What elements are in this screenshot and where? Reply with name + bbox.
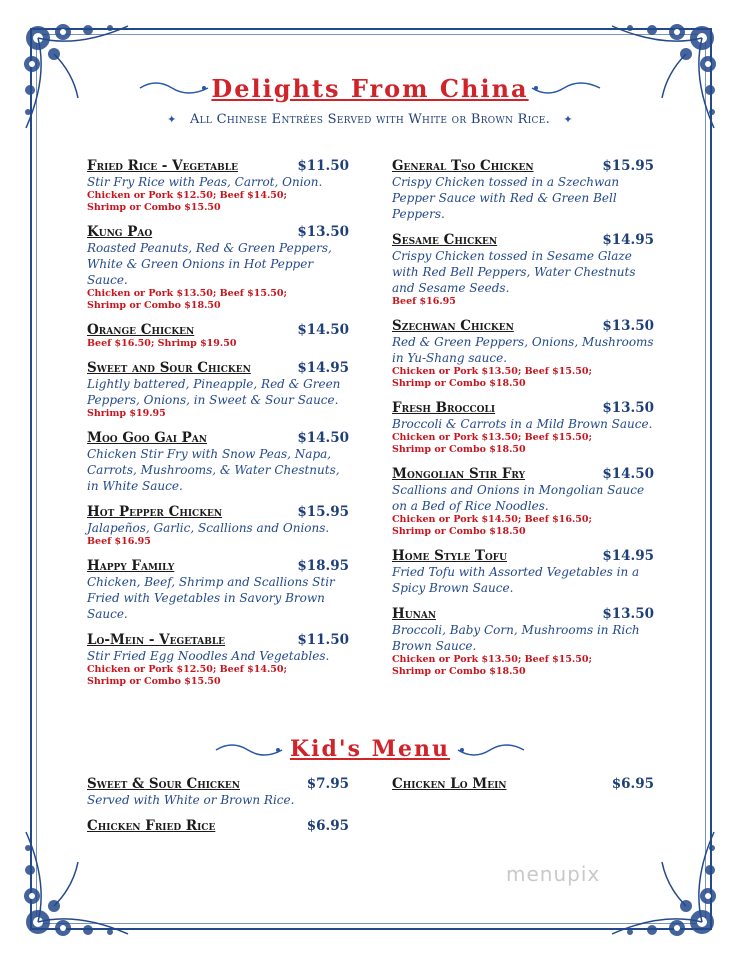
menu-item [392, 318, 654, 390]
menu-item-header [392, 318, 654, 334]
menu-item-protein-option: Beef $16.95 [87, 536, 151, 547]
menu-item-header [87, 776, 349, 792]
menu-item-header [87, 818, 349, 834]
menu-item-description: Roasted Peanuts, Red & Green Peppers, White & Green Onions in Hot Pepper Sauce. [87, 241, 332, 287]
menu-item-name: Kung Pao [87, 224, 153, 240]
menu-item-protein-option: Beef $16.50; Shrimp $19.50 [87, 338, 237, 349]
menu-item-header [392, 606, 654, 622]
menu-item [87, 504, 349, 548]
menu-item-name: Fried Rice - Vegetable [87, 158, 238, 174]
menu-item-price: $11.50 [297, 158, 349, 174]
menu-item-description: Served with White or Brown Rice. [87, 793, 295, 807]
menu-item-protein-option: Beef $16.95 [392, 296, 456, 307]
menu-item-price: $15.95 [297, 504, 349, 520]
menu-item-header [392, 466, 654, 482]
kids-column-right [392, 776, 654, 802]
menu-item-name: Home Style Tofu [392, 548, 508, 564]
menu-item-name: Lo-Mein - Vegetable [87, 632, 226, 648]
menu-item-header [87, 558, 349, 574]
menu-item-description: Scallions and Onions in Mongolian Sauce on a Bed of Rice Noodles. [392, 483, 645, 513]
menu-item-protein-option: Shrimp or Combo $18.50 [392, 444, 526, 455]
menu-item [87, 558, 349, 622]
menu-item [392, 232, 654, 308]
menu-item-name: Orange Chicken [87, 322, 195, 338]
menu-item [87, 360, 349, 420]
menu-item-description: Stir Fried Egg Noodles And Vegetables. [87, 649, 330, 663]
menu-item-protein-option: Shrimp or Combo $15.50 [87, 202, 221, 213]
menu-item [392, 776, 654, 792]
menu-item [87, 322, 349, 350]
menu-item-name: Happy Family [87, 558, 175, 574]
menu-item-price: $14.50 [602, 466, 654, 482]
menu-item-protein-option: Chicken or Pork $12.50; Beef $14.50; [87, 664, 288, 675]
floral-corner-ornament [602, 822, 722, 942]
menu-item-price: $14.50 [297, 322, 349, 338]
menu-item-name: Moo Goo Gai Pan [87, 430, 208, 446]
menu-item-price: $11.50 [297, 632, 349, 648]
menu-item-header [87, 322, 349, 338]
menu-item-description: Chicken, Beef, Shrimp and Scallions Stir Fried with Vegetables in Savory Brown Sauce. [87, 575, 335, 621]
menu-item-price: $15.95 [602, 158, 654, 174]
menu-item [392, 548, 654, 596]
menu-item-description: Broccoli, Baby Corn, Mushrooms in Rich Brown Sauce. [392, 623, 640, 653]
menu-item-header [392, 548, 654, 564]
menu-column-right [392, 158, 654, 688]
menu-item-name: Hunan [392, 606, 437, 622]
menu-item-name: Chicken Lo Mein [392, 776, 507, 792]
menu-item [87, 776, 349, 808]
menu-item [392, 606, 654, 678]
menu-item-description: Fried Tofu with Assorted Vegetables in a Spicy Brown Sauce. [392, 565, 640, 595]
menu-item-description: Chicken Stir Fry with Snow Peas, Napa, Carrots, Mushrooms, & Water Chestnuts, in White Sauce. [87, 447, 340, 493]
menu-item [87, 430, 349, 494]
menu-item-header [87, 224, 349, 240]
menu-item-description: Crispy Chicken tossed in Sesame Glaze with Red Bell Peppers, Water Chestnuts and Sesame Seeds. [392, 249, 636, 295]
kids-column-left [87, 776, 349, 844]
menu-item-protein-option: Chicken or Pork $14.50; Beef $16.50; [392, 514, 593, 525]
menu-item-name: Hot Pepper Chicken [87, 504, 223, 520]
menu-column-left [87, 158, 349, 698]
menu-item-protein-option: Chicken or Pork $13.50; Beef $15.50; [392, 432, 593, 443]
menu-item [87, 632, 349, 688]
menu-item-protein-option: Chicken or Pork $12.50; Beef $14.50; [87, 190, 288, 201]
menu-item-price: $18.95 [297, 558, 349, 574]
menu-item-description: Red & Green Peppers, Onions, Mushrooms in Yu-Shang sauce. [392, 335, 654, 365]
menu-item-header [87, 430, 349, 446]
menu-item [392, 400, 654, 456]
menu-item-price: $6.95 [611, 776, 654, 792]
menu-item [392, 466, 654, 538]
menu-item-name: General Tso Chicken [392, 158, 534, 174]
menu-item-price: $13.50 [602, 606, 654, 622]
menu-item-protein-option: Shrimp or Combo $18.50 [392, 378, 526, 389]
menu-item-protein-option: Shrimp or Combo $18.50 [392, 526, 526, 537]
menu-item-header [87, 632, 349, 648]
menu-title: Delights From China [211, 74, 529, 103]
menu-item-name: Sweet and Sour Chicken [87, 360, 251, 376]
menu-item-description: Lightly battered, Pineapple, Red & Green Peppers, Onions, in Sweet & Sour Sauce. [87, 377, 341, 407]
menu-item-price: $7.95 [306, 776, 349, 792]
menu-item-price: $6.95 [306, 818, 349, 834]
menu-item-price: $13.50 [297, 224, 349, 240]
menu-item-price: $13.50 [602, 318, 654, 334]
menu-item-description: Jalapeños, Garlic, Scallions and Onions. [87, 521, 330, 535]
menu-item-header [87, 158, 349, 174]
menu-item-description: Crispy Chicken tossed in a Szechwan Pepper Sauce with Red & Green Bell Peppers. [392, 175, 620, 221]
menu-item [392, 158, 654, 222]
menu-item-header [392, 776, 654, 792]
star-icon: ✦ [167, 113, 177, 126]
menu-item-protein-option: Shrimp or Combo $18.50 [87, 300, 221, 311]
star-icon: ✦ [563, 113, 573, 126]
menu-item-price: $14.95 [297, 360, 349, 376]
menu-item-header [87, 504, 349, 520]
menu-item-name: Sesame Chicken [392, 232, 498, 248]
menu-item-header [392, 232, 654, 248]
subtitle-text: All Chinese Entrées Served with White or Brown Rice. [189, 112, 551, 127]
menu-item-protein-option: Chicken or Pork $13.50; Beef $15.50; [392, 366, 593, 377]
menu-item-name: Sweet & Sour Chicken [87, 776, 241, 792]
menu-item-protein-option: Chicken or Pork $13.50; Beef $15.50; [87, 288, 288, 299]
menu-subtitle [0, 112, 740, 127]
menu-item-price: $14.95 [602, 232, 654, 248]
menu-item-price: $13.50 [602, 400, 654, 416]
menu-item [87, 224, 349, 312]
kids-menu-title: Kid's Menu [290, 736, 450, 762]
menu-item-header [87, 360, 349, 376]
watermark: menupix [506, 862, 601, 886]
menu-item-description: Broccoli & Carrots in a Mild Brown Sauce. [392, 417, 653, 431]
menu-item-price: $14.95 [602, 548, 654, 564]
menu-item [87, 818, 349, 834]
menu-item-header [392, 400, 654, 416]
menu-item-protein-option: Shrimp or Combo $15.50 [87, 676, 221, 687]
menu-item-header [392, 158, 654, 174]
menu-item-protein-option: Chicken or Pork $13.50; Beef $15.50; [392, 654, 593, 665]
menu-item-protein-option: Shrimp or Combo $18.50 [392, 666, 526, 677]
menu-item-name: Mongolian Stir Fry [392, 466, 526, 482]
menu-item-name: Szechwan Chicken [392, 318, 514, 334]
menu-item-price: $14.50 [297, 430, 349, 446]
menu-item-description: Stir Fry Rice with Peas, Carrot, Onion. [87, 175, 323, 189]
menu-item-name: Fresh Broccoli [392, 400, 496, 416]
menu-item-protein-option: Shrimp $19.95 [87, 408, 166, 419]
menu-item [87, 158, 349, 214]
menu-item-name: Chicken Fried Rice [87, 818, 216, 834]
